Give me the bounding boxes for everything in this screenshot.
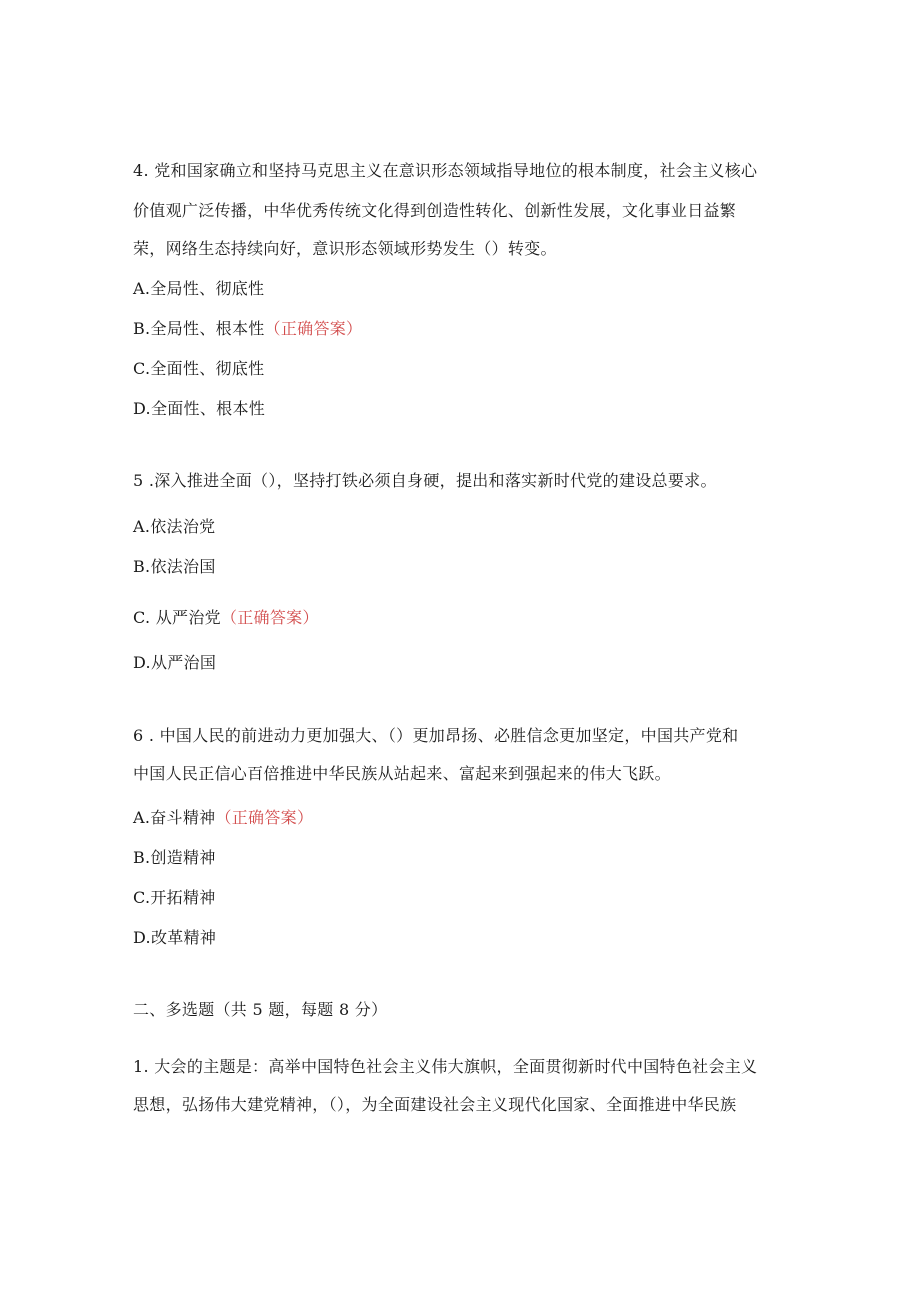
question-5-line-1: 5 .深入推进全面（），坚持打铁必须自身硬，提出和落实新时代党的建设总要求。 — [133, 471, 717, 490]
multi-question-1-line-2: 思想，弘扬伟大建党精神，（），为全面建设社会主义现代化国家、全面推进中华民族 — [133, 1095, 737, 1114]
question-6-line-1: 6 . 中国人民的前进动力更加强大、（）更加昂扬、必胜信念更加坚定，中国共产党和 — [133, 726, 739, 745]
question-4-option-c — [133, 359, 264, 379]
question-6-line-2: 中国人民正信心百倍推进中华民族从站起来、富起来到强起来的伟大飞跃。 — [133, 764, 671, 783]
option-text: D.从严治国 — [133, 653, 217, 672]
option-text: A.全局性、彻底性 — [133, 279, 265, 298]
option-text: C.开拓精神 — [133, 888, 216, 907]
option-text: A.依法治党 — [133, 517, 216, 536]
question-4-option-b — [133, 319, 362, 339]
question-5-option-d — [133, 653, 216, 673]
question-4-line-1: 4. 党和国家确立和坚持马克思主义在意识形态领域指导地位的根本制度，社会主义核心 — [133, 161, 758, 180]
option-text: B.创造精神 — [133, 848, 216, 867]
question-6-option-d — [133, 928, 216, 948]
question-4-option-a — [133, 279, 264, 299]
question-6-option-c — [133, 888, 216, 908]
correct-answer-mark: （正确答案） — [215, 808, 314, 827]
option-text: B.全局性、根本性 — [133, 319, 265, 338]
question-4-line-2: 价值观广泛传播，中华优秀传统文化得到创造性转化、创新性发展，文化事业日益繁 — [133, 201, 737, 220]
question-5-option-b — [133, 557, 216, 577]
question-6-option-a — [133, 808, 313, 828]
multi-question-1-line-1: 1. 大会的主题是：高举中国特色社会主义伟大旗帜，全面贯彻新时代中国特色社会主义 — [133, 1057, 758, 1076]
question-5-option-a — [133, 517, 215, 537]
section-heading: 二、多选题（共 5 题，每题 8 分） — [133, 1000, 388, 1019]
option-text: C. 从严治党 — [133, 608, 221, 627]
question-6-option-b — [133, 848, 216, 868]
question-4-option-d — [133, 399, 265, 419]
question-4-line-3: 荣，网络生态持续向好，意识形态领域形势发生（）转变。 — [133, 239, 557, 258]
option-text: D.改革精神 — [133, 928, 217, 947]
question-5-option-c — [133, 608, 319, 628]
option-text: B.依法治国 — [133, 557, 216, 576]
option-text: A.奋斗精神 — [133, 808, 216, 827]
option-text: D.全面性、根本性 — [133, 399, 266, 418]
correct-answer-mark: （正确答案） — [220, 608, 319, 627]
correct-answer-mark: （正确答案） — [264, 319, 363, 338]
option-text: C.全面性、彻底性 — [133, 359, 265, 378]
